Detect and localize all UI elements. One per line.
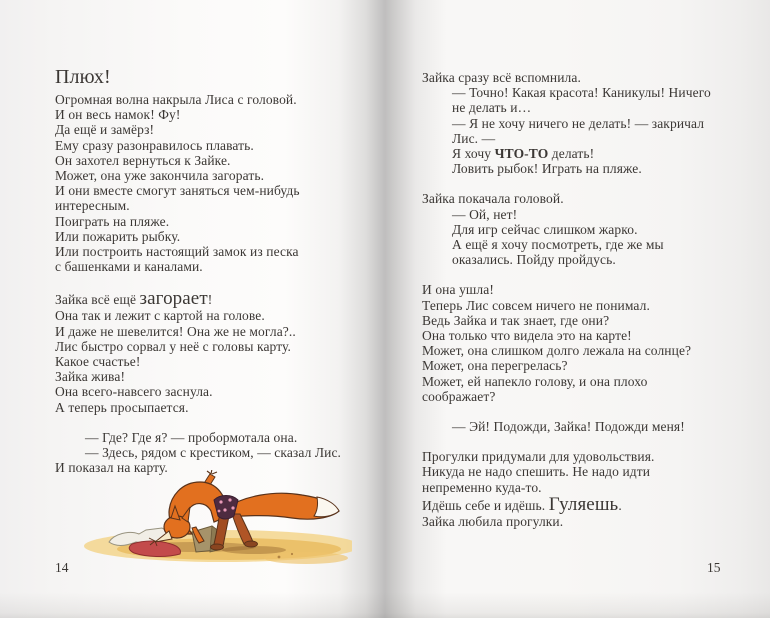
text-line: Или построить настоящий замок из песка: [55, 244, 299, 260]
fox-claws: [207, 470, 217, 474]
left-page-text: [55, 66, 367, 475]
text-line: [422, 495, 740, 514]
text-line: Зайка жива!: [55, 369, 126, 385]
text-line: [55, 289, 367, 308]
right-page-text: [422, 70, 740, 529]
paragraph-lines: [55, 308, 367, 414]
text-line: И он весь намок! Фу!: [55, 107, 181, 123]
text-line: непременно куда-то.: [422, 479, 542, 495]
emphasized-word: загорает: [139, 288, 208, 310]
text-line: Огромная волна накрыла Лиса с головой.: [55, 92, 297, 107]
text-line: Может, она слишком долго лежала на солнце?: [422, 343, 692, 359]
fox-foot: [245, 541, 258, 547]
text-line: А ещё я хочу посмотреть, где же мы: [452, 237, 664, 253]
text-line: Никуда не надо спешить. Не надо идти: [422, 464, 651, 480]
text-segment: делать!: [548, 146, 595, 162]
text-segment: Я хочу: [452, 146, 495, 162]
text-line: Или пожарить рыбку.: [55, 228, 181, 244]
emphasized-word: Гуляешь: [548, 493, 619, 515]
section-title: Плюх!: [55, 66, 111, 88]
text-line: Он захотел вернуться к Зайке.: [55, 152, 231, 168]
paragraph-lines: [422, 449, 740, 495]
emphasized-word: ЧТО-ТО: [494, 146, 549, 162]
text-line: Она только что видела это на карте!: [422, 328, 632, 344]
text-line: Ловить рыбок! Играть на пляже.: [452, 161, 642, 177]
paragraph: [422, 449, 740, 529]
text-line: Она так и лежит с картой на голове.: [55, 308, 265, 324]
text-line: И даже не шевелится! Она же не могла?..: [55, 323, 296, 339]
text-line: Зайка покачала головой.: [422, 191, 564, 207]
text-line: соображает?: [422, 388, 496, 404]
text-line: И показал на карту.: [55, 460, 168, 476]
text-line: Зайка сразу всё вспомнила.: [422, 70, 581, 85]
text-line: Теперь Лис совсем ничего не понимал.: [422, 297, 650, 313]
paragraph: [422, 419, 740, 434]
text-segment: !: [207, 292, 213, 308]
fox-tail-tip: [314, 497, 339, 517]
text-line: оказались. Пойду пройдусь.: [452, 252, 616, 268]
text-line: Лис. —: [452, 130, 496, 146]
text-line: Она всего-навсего заснула.: [55, 384, 213, 400]
text-line: Ведь Зайка и так знает, где они?: [422, 312, 610, 328]
dialogue-block: [452, 207, 740, 268]
page-number-right: 15: [707, 560, 721, 575]
paragraph: [422, 282, 740, 404]
paragraph: [422, 191, 740, 267]
fox-illustration: [74, 470, 352, 570]
paragraph: [422, 70, 740, 176]
text-line: Поиграть на пляже.: [55, 213, 170, 229]
text-line: Ему сразу разонравилось плавать.: [55, 137, 254, 153]
fox-foot: [211, 544, 224, 550]
paragraph: [55, 92, 367, 274]
text-line: Лис быстро сорвал у неё с головы карту.: [55, 338, 291, 354]
page-number-left: 14: [55, 560, 69, 575]
text-segment: Зайка всё ещё: [55, 292, 140, 308]
text-line: И они вместе смогут заняться чем-нибудь: [55, 183, 300, 199]
text-segment: Идёшь себе и идёшь.: [422, 497, 549, 513]
text-line: А теперь просыпается.: [55, 399, 189, 415]
text-line: — Точно! Какая красота! Каникулы! Ничего: [452, 85, 711, 101]
text-line: — Я не хочу ничего не делать! — закричал: [452, 115, 705, 131]
text-line: Может, она перегрелась?: [422, 358, 568, 374]
text-line: — Здесь, рядом с крестиком, — сказал Лис.: [85, 445, 342, 461]
text-line: Зайка любила прогулки.: [422, 513, 564, 529]
text-line: Может, она уже закончила загорать.: [55, 168, 265, 184]
text-line: не делать и…: [452, 100, 532, 116]
text-line: — Ой, нет!: [452, 206, 518, 222]
dialogue-block: [85, 430, 367, 460]
dialogue-block: [452, 85, 740, 146]
text-line: Прогулки придумали для удовольствия.: [422, 449, 655, 465]
text-line: интересным.: [55, 198, 130, 214]
paragraph: [55, 289, 367, 414]
text-line: Какое счастье!: [55, 354, 141, 370]
text-line: [452, 146, 740, 161]
text-segment: .: [618, 497, 622, 513]
text-line: — Где? Где я? — пробормотала она.: [85, 429, 298, 445]
dialogue-line: — Эй! Подожди, Зайка! Подожди меня!: [452, 419, 685, 435]
text-line: И она ушла!: [422, 282, 494, 298]
dialogue-block: [452, 146, 740, 176]
text-line: Для игр сейчас слишком жарко.: [452, 221, 638, 237]
text-line: с башенками и каналами.: [55, 259, 203, 275]
text-line: Может, ей напекло голову, и она плохо: [422, 373, 648, 389]
paragraph: [55, 430, 367, 476]
text-line: Да ещё и замёрз!: [55, 122, 155, 138]
